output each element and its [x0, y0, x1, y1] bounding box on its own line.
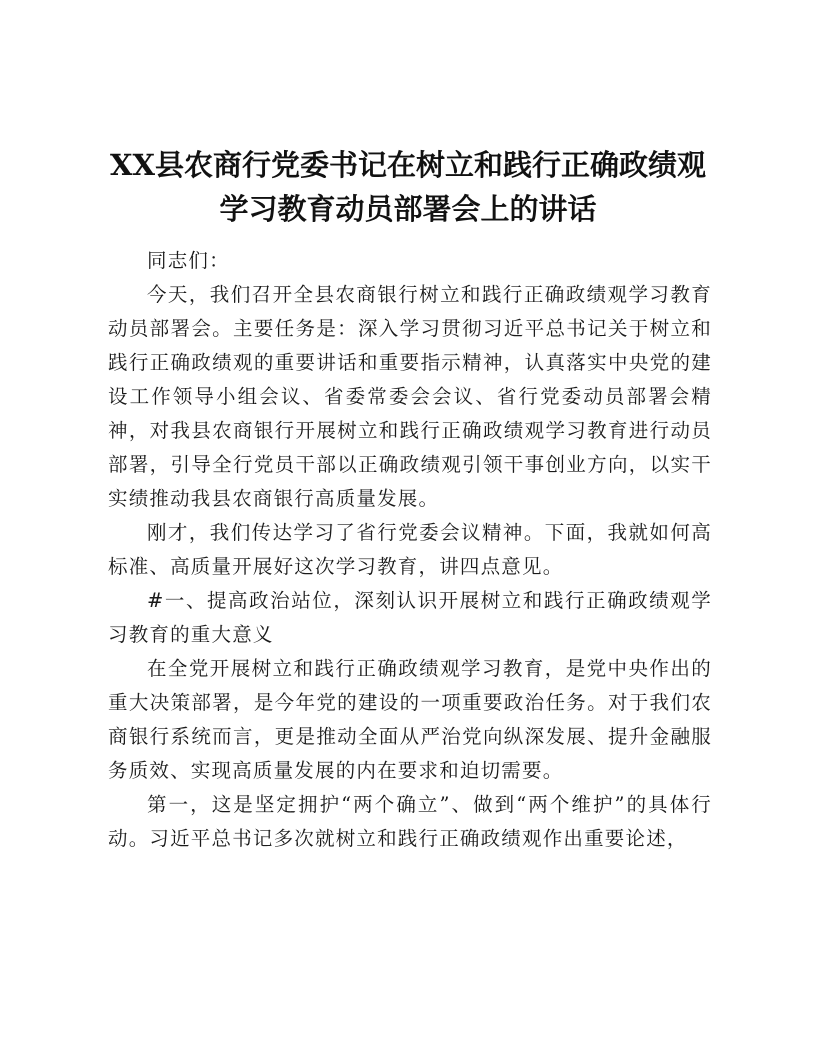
salutation: 同志们：	[147, 249, 230, 272]
section-heading-1: #一、提高政治站位，深刻认识开展树立和践行正确政绩观学习教育的重大意义	[108, 589, 712, 646]
paragraph-transition: 刚才，我们传达学习了省行党委会议精神。下面，我就如何高标准、高质量开展好这次学习教育，讲四点意见。	[108, 521, 712, 578]
title-line-1: XX县农商行党委书记在树立和践行正确政绩观	[109, 148, 706, 182]
document-title	[96, 143, 720, 231]
paragraph-significance: 在全党开展树立和践行正确政绩观学习教育，是党中央作出的重大决策部署，是今年党的建设的一项重要政治任务。对于我们农商银行系统而言，更是推动全面从严治党向纵深发展、提升金融服务质效、实现高质量发展的内在要求和迫切需要。	[108, 657, 712, 782]
paragraph-intro: 今天，我们召开全县农商银行树立和践行正确政绩观学习教育动员部署会。主要任务是：深入学习贯彻习近平总书记关于树立和践行正确政绩观的重要讲话和重要指示精神，认真落实中央党的建设工作领导小组会议、省委常委会会议、省行党委动员部署会精神，对我县农商银行开展树立和践行正确政绩观学习教育进行动员部署，引导全行党员干部以正确政绩观引领干事创业方向，以实干实绩推动我县农商银行高质量发展。	[108, 283, 712, 510]
paragraph-point-1: 第一，这是坚定拥护“两个确立”、做到“两个维护”的具体行动。习近平总书记多次就树立和践行正确政绩观作出重要论述，	[108, 793, 712, 850]
title-line-2: 学习教育动员部署会上的讲话	[219, 192, 597, 226]
document-body	[108, 244, 712, 856]
